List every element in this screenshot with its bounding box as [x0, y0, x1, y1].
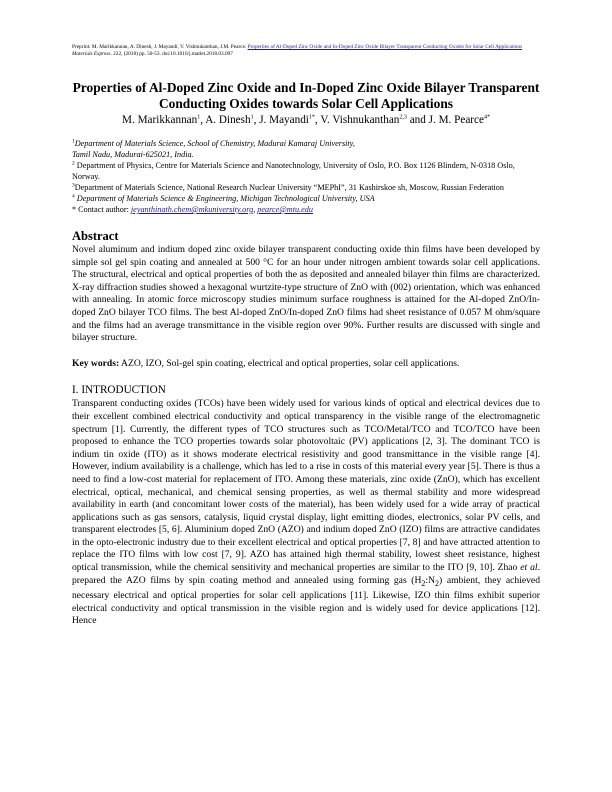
author-list: [72, 113, 540, 127]
contact-author: [72, 204, 540, 215]
affiliation-mark: 4: [72, 193, 75, 200]
keywords-text: AZO, IZO, Sol-gel spin coating, electrical and optical properties, solar cell applications.: [119, 357, 460, 369]
keywords-label: Key words:: [72, 357, 120, 369]
author-separator: and: [406, 114, 429, 126]
intro-text-part: :N: [425, 574, 436, 586]
intro-et-al: et al: [520, 562, 538, 574]
preprint-citation: [72, 44, 540, 58]
author-affiliation-mark: 1: [197, 114, 201, 121]
preprint-title-link[interactable]: Properties of Al-Doped Zinc Oxide and In-Doped Zinc Oxide Bilayer Transparent Conducting Oxides for Solar Cell Applications: [247, 44, 523, 50]
preprint-lead: Preprint: M. Marikkannan, A. Dinesh, J. Mayandi, V. Vishnukanthan, J.M. Pearce.: [72, 44, 248, 50]
author-separator: ,: [253, 114, 260, 126]
affiliation-4-text: Department of Materials Science & Engineering, Michigan Technological University, USA: [74, 194, 375, 203]
affiliation-mark: 1: [72, 138, 75, 145]
subscript: 2: [421, 578, 426, 588]
author-name: V. Vishnukanthan: [320, 114, 400, 126]
intro-text-part: Transparent conducting oxides (TCOs) have been widely used for various kinds of optical and electrical devices due to their excellent combined electrical conductivity and optical transparency in the visible range of the electromagnetic spectrum [1]. Currently, the different types of TCO structures such as TCO/Metal/TCO and TCO/TCO have been proposed to enhance the TCO properties towards solar photovoltaic (PV) applications [2, 3]. The dominant TCO is indium tin oxide (ITO) as it shows moderate electrical resistivity and good transmittance in the visible range [4]. However, indium availability is a challenge, which has led to a rise in costs of this material every year [5]. There is thus a need to find a low-cost material for replacement of ITO. Among these materials, zinc oxide (ZnO), which has excellent electrical, optical, mechanical, and chemical sensing properties, as well as thermal stability and more widespread availability in earth (and concomitant lower costs of the material), has been widely used for a wide array of practical applications such as gas sensors, catalysis, liquid crystal display, light emitting diodes, electronics, solar PV cells, and transparent electrodes [5, 6]. Aluminium doped ZnO (AZO) and indium doped ZnO (IZO) films are attractive candidates in the opto-electronic industry due to their excellent electrical and optical properties [7, 8] and have attracted attention to replace the ITO films with low cost [7, 9]. AZO has attained high thermal stability, lowest sheet resistance, highest optical transmission, while the chemical sensitivity and mechanical properties are similar to the ITO [9, 10]. Zhao: [72, 398, 540, 574]
author-name: J. Mayandi: [259, 114, 309, 126]
abstract-heading: Abstract: [72, 229, 119, 243]
introduction-heading: I. INTRODUCTION: [72, 384, 166, 397]
intro-text-part: ) ambient, they achieved necessary electrical and optical properties for solar cell applications [11]. Likewise, IZO thin films exhibit superior electrical conductivity and optical transmission in the visible region and is widely used for device applications [12]. Hence: [72, 574, 540, 627]
author-name: A. Dinesh: [205, 114, 251, 126]
affiliation-mark: 3: [72, 182, 75, 189]
author-affiliation-mark: 1: [250, 114, 254, 121]
author-affiliation-mark: 4*: [483, 114, 490, 121]
affiliation-3-text: Department of Materials Science, National Research Nuclear University “MEPhI”, 31 Kashirskoe sh, Moscow, Russian Federation: [74, 183, 504, 192]
preprint-journal: Materials Express: [72, 51, 111, 57]
affiliation-3: [72, 182, 540, 193]
author-separator: ,: [314, 114, 321, 126]
paper-page: [72, 44, 540, 628]
author-separator: ,: [200, 114, 206, 126]
email-separator: ,: [253, 205, 258, 214]
author-name: M. Marikkannan: [122, 114, 198, 126]
author-affiliation-mark: 2,3: [399, 114, 407, 121]
affiliation-2: [72, 160, 540, 182]
email-link-1[interactable]: jeyanthinath.chem@mkuniversity.org: [130, 205, 254, 214]
preprint-tail: . 222, (2018) pp. 50-53. doi:10.1016/j.matlet.2018.03.097: [110, 51, 233, 57]
affiliation-1: [72, 138, 540, 160]
affiliation-1-line2: Tamil Nadu, Madurai-625021, India.: [72, 150, 194, 159]
email-link-2[interactable]: pearce@mtu.edu: [257, 205, 313, 214]
keywords: [72, 358, 540, 371]
affiliation-2-text: Department of Physics, Centre for Materials Science and Nanotechnology, University of Oslo, P.O. Box 1126 Blindern, N-0318 Oslo, Norway.: [72, 161, 515, 181]
introduction-text: [72, 398, 540, 628]
intro-text-part: . prepared the AZO films by spin coating method and annealed using forming gas (H: [72, 562, 540, 586]
author-name: J. M. Pearce: [428, 114, 484, 126]
affiliation-1-line1: Department of Materials Science, School of Chemistry, Madurai Kamaraj University,: [74, 139, 355, 148]
affiliation-mark: 2: [72, 160, 75, 167]
paper-title: Properties of Al-Doped Zinc Oxide and In-Doped Zinc Oxide Bilayer Transparent Conducting Oxides towards Solar Cell Applications: [72, 80, 540, 111]
contact-label: * Contact author:: [72, 205, 131, 214]
subscript: 2: [435, 578, 440, 588]
abstract-text: Novel aluminum and indium doped zinc oxide bilayer transparent conducting oxide thin films have been developed by simple sol gel spin coating and annealed at 500 °C for an hour under nitrogen ambient towards solar cell applications. The structural, electrical and optical properties of both the as deposited and annealed bilayer thin films are characterized. X-ray diffraction studies showed a hexagonal wurtzite-type structure of ZnO with (002) orientation, which was enhanced with annealing. In atomic force microscopy studies minimum surface roughness is attained for the Al-doped ZnO/In-doped ZnO bilayer TCO films. The best Al-doped ZnO/In-doped ZnO films had sheet resistance of 0.057 M ohm/square and the films had an average transmittance in the visible region over 90%. Further results are discussed with single and bilayer structure.: [72, 244, 540, 344]
affiliation-4: [72, 193, 540, 204]
author-affiliation-mark: 1*: [308, 114, 315, 121]
